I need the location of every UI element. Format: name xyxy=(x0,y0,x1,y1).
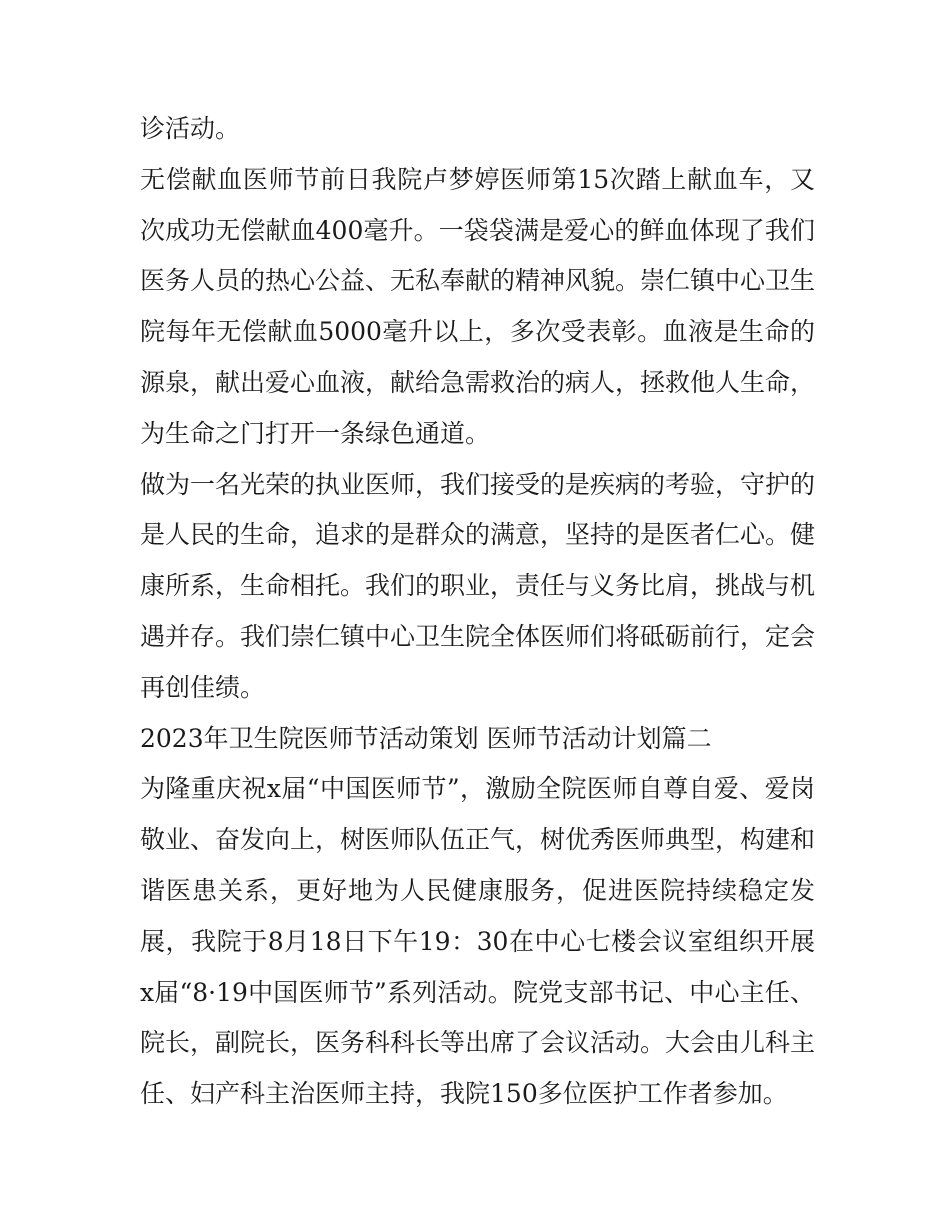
paragraph-blood-donation: 无偿献血医师节前日我院卢梦婷医师第15次踏上献血车，又次成功无偿献血400毫升。一袋袋满是爱心的鲜血体现了我们医务人员的热心公益、无私奉献的精神风貌。崇仁镇中心卫生院每年无偿献血5000毫升以上，多次受表彰。血液是生命的源泉，献出爱心血液，献给急需救治的病人，拯救他人生命，为生命之门打开一条绿色通道。 xyxy=(140,164,816,448)
paragraph-continuation: 诊活动。 xyxy=(140,114,241,143)
paragraph-festival-event: 为隆重庆祝x届“中国医师节”，激励全院医师自尊自爱、爱岗敬业、奋发向上，树医师队伍正气，树优秀医师典型，构建和谐医患关系，更好地为人民健康服务，促进医院持续稳定发展，我院于8月18日下午19：30在中心七楼会议室组织开展x届“8·19中国医师节”系列活动。院党支部书记、中心主任、院长，副院长，医务科科长等出席了会议活动。大会由儿科主任、妇产科主治医师主持，我院150多位医护工作者参加。 xyxy=(140,774,816,1109)
paragraph-physician-duty: 做为一名光荣的执业医师，我们接受的是疾病的考验，守护的是人民的生命，追求的是群众的满意，坚持的是医者仁心。健康所系，生命相托。我们的职业，责任与义务比肩，挑战与机遇并存。我们崇仁镇中心卫生院全体医师们将砥砺前行，定会再创佳绩。 xyxy=(140,469,816,702)
document-body xyxy=(140,104,815,1120)
section-heading: 2023年卫生院医师节活动策划 医师节活动计划篇二 xyxy=(140,723,712,753)
